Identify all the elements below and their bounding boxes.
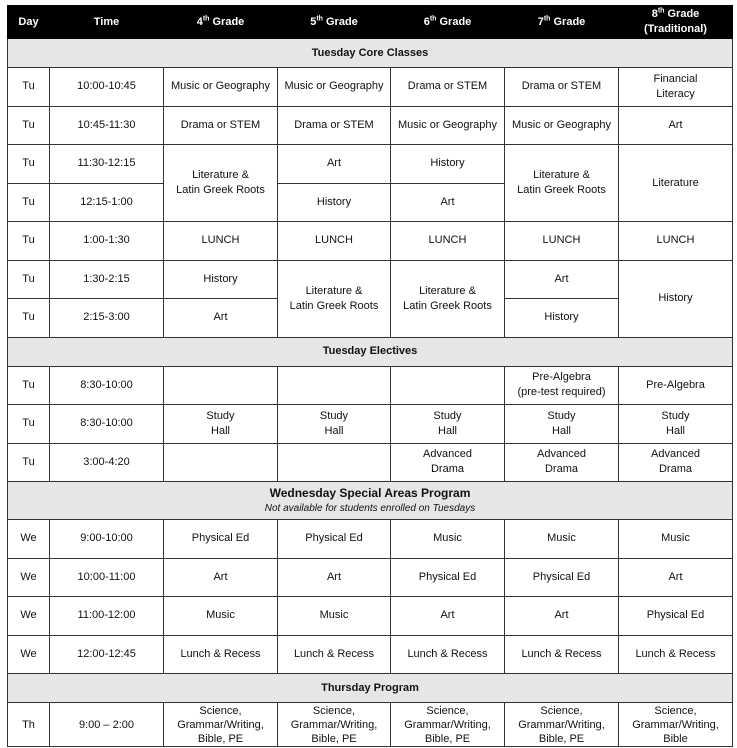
header-row (8, 6, 733, 39)
class-cell (164, 443, 278, 482)
header-grade-6 (391, 6, 505, 39)
class-cell: Art (619, 558, 733, 597)
class-cell: History (164, 260, 278, 299)
day-cell: Tu (8, 222, 50, 261)
section-header (8, 482, 733, 520)
section-title: Tuesday Core Classes (311, 46, 429, 59)
section-header-row (8, 482, 733, 520)
class-cell: Music (164, 597, 278, 636)
class-cell: Music or Geography (278, 68, 391, 107)
section-title: Wednesday Special Areas Program (269, 486, 471, 500)
class-cell: History (278, 183, 391, 222)
time-cell: 3:00-4:20 (50, 443, 164, 482)
section-header-row (8, 674, 733, 703)
class-cell: Art (391, 183, 505, 222)
grade-suffix: th (429, 14, 437, 22)
section-header-row (8, 39, 733, 68)
grade-suffix: th (657, 7, 665, 15)
time-cell: 12:00-12:45 (50, 635, 164, 674)
class-cell: Music (391, 520, 505, 559)
grade-note: (Traditional) (644, 23, 707, 35)
class-cell: Art (278, 558, 391, 597)
time-cell: 8:30-10:00 (50, 405, 164, 444)
class-cell: Art (505, 597, 619, 636)
class-cell: Advanced Drama (391, 443, 505, 482)
day-cell: Tu (8, 405, 50, 444)
class-cell: Study Hall (619, 405, 733, 444)
section-header (8, 674, 733, 703)
class-cell: LUNCH (164, 222, 278, 261)
class-cell: Advanced Drama (619, 443, 733, 482)
class-cell: Music or Geography (164, 68, 278, 107)
grade-word: Grade (553, 15, 586, 28)
grade-number: 6 (423, 15, 430, 28)
class-cell: Lunch & Recess (619, 635, 733, 674)
grade-word: Grade (326, 15, 358, 28)
day-cell: Tu (8, 106, 50, 145)
time-cell: 9:00 – 2:00 (50, 703, 164, 747)
class-cell (164, 366, 278, 405)
class-cell: Study Hall (164, 405, 278, 444)
class-cell: Drama or STEM (505, 68, 619, 107)
table-row (8, 703, 733, 747)
grade-suffix: th (316, 14, 323, 22)
class-cell: Lunch & Recess (164, 635, 278, 674)
day-cell: Tu (8, 68, 50, 107)
class-cell (278, 443, 391, 482)
class-cell: Physical Ed (505, 558, 619, 597)
grade-suffix: th (202, 14, 210, 22)
class-cell: Art (164, 558, 278, 597)
class-cell: Art (278, 145, 391, 184)
day-cell: Tu (8, 299, 50, 338)
class-cell: Art (391, 597, 505, 636)
section-title: Thursday Program (321, 681, 419, 694)
class-cell: Physical Ed (164, 520, 278, 559)
grade-number: 7 (537, 15, 544, 28)
class-cell: Art (164, 299, 278, 338)
grade-word: Grade (212, 15, 245, 28)
class-cell: Study Hall (391, 405, 505, 444)
class-cell: LUNCH (391, 222, 505, 261)
class-cell: Drama or STEM (278, 106, 391, 145)
day-cell: We (8, 635, 50, 674)
class-cell: History (391, 145, 505, 184)
grade-word: Grade (667, 8, 700, 20)
header-day: Day (8, 6, 50, 39)
class-cell: Science, Grammar/Writing, Bible, PE (391, 703, 505, 747)
day-cell: Tu (8, 366, 50, 405)
class-cell: Music or Geography (505, 106, 619, 145)
table-row (8, 68, 733, 107)
class-cell: Science, Grammar/Writing, Bible, PE (505, 703, 619, 747)
class-cell (391, 366, 505, 405)
class-cell: Literature & Latin Greek Roots (391, 260, 505, 337)
class-cell: Lunch & Recess (391, 635, 505, 674)
class-cell: Science, Grammar/Writing, Bible, PE (164, 703, 278, 747)
day-cell: Tu (8, 183, 50, 222)
class-cell: LUNCH (619, 222, 733, 261)
day-cell: Tu (8, 443, 50, 482)
class-cell: Physical Ed (391, 558, 505, 597)
section-subtitle: Not available for students enrolled on Tuesdays (264, 503, 476, 514)
table-row (8, 597, 733, 636)
class-cell: Science, Grammar/Writing, Bible (619, 703, 733, 747)
time-cell: 1:00-1:30 (50, 222, 164, 261)
class-cell: Music (278, 597, 391, 636)
day-cell: We (8, 558, 50, 597)
time-cell: 11:30-12:15 (50, 145, 164, 184)
class-cell: Science, Grammar/Writing, Bible, PE (278, 703, 391, 747)
class-cell: Financial Literacy (619, 68, 733, 107)
table-row (8, 635, 733, 674)
table-row (8, 222, 733, 261)
grade-word: Grade (439, 15, 472, 28)
class-cell: LUNCH (505, 222, 619, 261)
section-header (8, 337, 733, 366)
time-cell: 2:15-3:00 (50, 299, 164, 338)
table-row (8, 520, 733, 559)
class-cell: LUNCH (278, 222, 391, 261)
class-cell: Drama or STEM (391, 68, 505, 107)
class-cell: Music (505, 520, 619, 559)
class-cell: History (505, 299, 619, 338)
header-grade-8 (619, 6, 733, 39)
grade-suffix: th (543, 14, 551, 22)
time-cell: 1:30-2:15 (50, 260, 164, 299)
class-cell: Literature (619, 145, 733, 222)
class-cell: History (619, 260, 733, 337)
time-cell: 10:00-11:00 (50, 558, 164, 597)
table-row (8, 145, 733, 184)
table-row (8, 558, 733, 597)
class-cell: Pre-Algebra (619, 366, 733, 405)
class-cell: Physical Ed (278, 520, 391, 559)
class-cell: Music (619, 520, 733, 559)
class-cell: Literature & Latin Greek Roots (505, 145, 619, 222)
header-grade-5 (278, 6, 391, 39)
class-cell: Art (505, 260, 619, 299)
class-cell: Literature & Latin Greek Roots (164, 145, 278, 222)
time-cell: 10:45-11:30 (50, 106, 164, 145)
class-cell: Advanced Drama (505, 443, 619, 482)
class-cell: Lunch & Recess (278, 635, 391, 674)
header-grade-7 (505, 6, 619, 39)
grade-number: 5 (310, 15, 317, 28)
header-grade-4 (164, 6, 278, 39)
day-cell: We (8, 597, 50, 636)
table-row (8, 405, 733, 444)
section-title: Tuesday Electives (322, 345, 418, 357)
time-cell: 9:00-10:00 (50, 520, 164, 559)
day-cell: Tu (8, 145, 50, 184)
schedule-table (7, 5, 733, 747)
class-cell: Pre-Algebra (pre-test required) (505, 366, 619, 405)
class-cell: Physical Ed (619, 597, 733, 636)
grade-number: 4 (196, 15, 203, 28)
day-cell: Th (8, 703, 50, 747)
class-cell: Study Hall (505, 405, 619, 444)
class-cell: Study Hall (278, 405, 391, 444)
class-cell: Music or Geography (391, 106, 505, 145)
class-cell: Art (619, 106, 733, 145)
time-cell: 10:00-10:45 (50, 68, 164, 107)
time-cell: 11:00-12:00 (50, 597, 164, 636)
table-row (8, 443, 733, 482)
section-header-row (8, 337, 733, 366)
table-row (8, 260, 733, 299)
day-cell: We (8, 520, 50, 559)
day-cell: Tu (8, 260, 50, 299)
class-cell: Lunch & Recess (505, 635, 619, 674)
class-cell: Drama or STEM (164, 106, 278, 145)
grade-number: 8 (651, 8, 658, 20)
time-cell: 12:15-1:00 (50, 183, 164, 222)
time-cell: 8:30-10:00 (50, 366, 164, 405)
table-row (8, 106, 733, 145)
table-row (8, 366, 733, 405)
class-cell (278, 366, 391, 405)
header-time: Time (50, 6, 164, 39)
class-cell: Literature & Latin Greek Roots (278, 260, 391, 337)
section-header (8, 39, 733, 68)
